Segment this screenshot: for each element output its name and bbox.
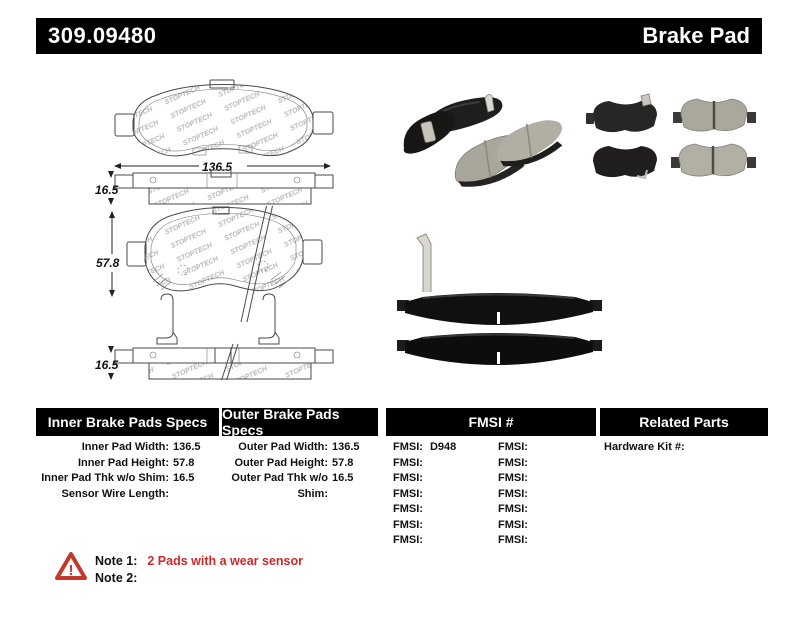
photo2-dark-pad-top xyxy=(586,94,657,132)
fmsi-label: FMSI: xyxy=(498,487,528,500)
pad-thickness-top-value: 16.5 xyxy=(95,183,119,197)
height-dimension xyxy=(96,212,120,296)
photo2-light-pad-bottom xyxy=(671,144,756,176)
related-parts-column xyxy=(600,440,768,456)
note-1-line xyxy=(95,554,303,568)
product-photo-pad-grid xyxy=(585,88,790,193)
photo2-dark-pad-bottom xyxy=(593,146,657,178)
fmsi-label: FMSI: xyxy=(498,472,528,484)
fmsi-value xyxy=(535,471,571,487)
inner-specs-header xyxy=(36,408,219,436)
pad-drawing-front-height xyxy=(95,206,350,380)
fmsi-value xyxy=(430,487,466,503)
fmsi-value xyxy=(535,456,571,472)
inner-pad-width-row xyxy=(36,440,219,456)
hardware-kit-row xyxy=(600,440,768,456)
pad-top-view xyxy=(115,344,333,380)
photo3-wear-sensor xyxy=(417,234,431,292)
warning-triangle-icon xyxy=(54,551,88,582)
fmsi-label: FMSI: xyxy=(393,441,423,453)
outer-pad-thk-value: 16.5 xyxy=(332,472,354,484)
fmsi-value xyxy=(535,440,571,456)
inner-specs-column xyxy=(36,440,219,502)
related-parts-header xyxy=(600,408,768,436)
sensor-wire-length-value xyxy=(169,487,219,503)
outer-pad-height-row xyxy=(222,456,378,472)
fmsi-value xyxy=(535,487,571,503)
pad-drawing-front-width xyxy=(95,76,350,206)
fmsi-column xyxy=(386,440,596,549)
fmsi-value xyxy=(535,533,571,549)
outer-pad-height-label: Outer Pad Height: xyxy=(234,456,328,469)
note-1-label: Note 1: xyxy=(95,554,138,568)
photo1-light-pad-right xyxy=(492,116,569,170)
title-bar xyxy=(36,18,762,54)
fmsi-label: FMSI: xyxy=(498,456,528,469)
fmsi-label: FMSI: xyxy=(393,534,423,546)
fmsi-value xyxy=(430,456,466,472)
photo2-light-pad-top xyxy=(673,99,756,131)
note-2-line xyxy=(95,571,147,585)
inner-pad-width-label: Inner Pad Width: xyxy=(81,441,169,453)
fmsi-label: FMSI: xyxy=(393,456,423,469)
outer-pad-height-value: 57.8 xyxy=(332,456,354,469)
pad-height-value: 57.8 xyxy=(96,256,120,270)
inner-pad-height-value: 57.8 xyxy=(173,456,195,469)
pad-front-view-outline-2 xyxy=(127,206,322,322)
fmsi-label: FMSI: xyxy=(393,518,423,531)
inner-pad-thk-value: 16.5 xyxy=(173,472,195,484)
inner-pad-height-row xyxy=(36,456,219,472)
fmsi-row xyxy=(386,456,596,472)
fmsi-label: FMSI: xyxy=(498,441,528,453)
sensor-wire-length-row xyxy=(36,487,219,503)
fmsi-row xyxy=(386,518,596,534)
fmsi-row xyxy=(386,471,596,487)
product-photo-pad-edges xyxy=(393,228,608,376)
fmsi-label: FMSI: xyxy=(393,472,423,484)
fmsi-row xyxy=(386,533,596,549)
inner-specs-header-label: Inner Brake Pads Specs xyxy=(47,414,208,430)
sensor-wire-length-label: Sensor Wire Length: xyxy=(61,487,169,500)
pad-thickness-bottom-value: 16.5 xyxy=(95,358,119,372)
inner-pad-height-label: Inner Pad Height: xyxy=(77,456,169,469)
fmsi-header-label: FMSI # xyxy=(468,414,514,430)
pad-width-value: 136.5 xyxy=(202,160,233,174)
inner-pad-thk-row xyxy=(36,471,219,487)
part-number: 309.09480 xyxy=(48,23,157,48)
fmsi-value xyxy=(430,533,466,549)
photo3-pad-edge-top xyxy=(397,293,602,325)
fmsi-label: FMSI: xyxy=(393,487,423,500)
inner-pad-width-value: 136.5 xyxy=(173,441,201,453)
fmsi-label: FMSI: xyxy=(498,534,528,546)
fmsi-value xyxy=(430,471,466,487)
fmsi-label: FMSI: xyxy=(498,518,528,531)
width-dimension xyxy=(115,160,330,174)
pad-front-view-outline xyxy=(115,80,333,156)
pad-edge-view xyxy=(115,170,333,204)
guide-clips xyxy=(157,294,279,344)
warning-exclamation-glyph: ! xyxy=(68,562,74,579)
photo3-pad-edge-bottom xyxy=(397,333,602,365)
fmsi-header xyxy=(386,408,596,436)
note-1-text: 2 Pads with a wear sensor xyxy=(147,554,303,568)
product-type-label: Brake Pad xyxy=(642,23,750,48)
fmsi-row xyxy=(386,440,596,456)
product-photo-pad-set-angled xyxy=(393,88,588,196)
outer-pad-thk-label: Outer Pad Thk w/o Shim: xyxy=(231,472,328,500)
outer-pad-width-row xyxy=(222,440,378,456)
outer-specs-header-label: Outer Brake Pads Specs xyxy=(222,406,340,438)
fmsi-value: D948 xyxy=(429,441,457,453)
inner-pad-thk-label: Inner Pad Thk w/o Shim: xyxy=(41,472,169,484)
fmsi-row xyxy=(386,487,596,503)
fmsi-value xyxy=(430,502,466,518)
outer-specs-header xyxy=(222,408,378,436)
outer-pad-width-value: 136.5 xyxy=(332,441,360,453)
outer-pad-width-label: Outer Pad Width: xyxy=(238,441,328,453)
photo1-dark-pad-left xyxy=(397,108,461,155)
related-parts-header-label: Related Parts xyxy=(639,414,729,430)
fmsi-label: FMSI: xyxy=(498,503,528,515)
note-2-label: Note 2: xyxy=(95,571,138,585)
fmsi-label: FMSI: xyxy=(393,503,423,515)
outer-specs-column xyxy=(222,440,378,500)
fmsi-value xyxy=(430,518,466,534)
hardware-kit-label: Hardware Kit #: xyxy=(604,441,685,453)
outer-pad-thk-row xyxy=(222,471,378,500)
fmsi-value xyxy=(535,502,571,518)
fmsi-row xyxy=(386,502,596,518)
fmsi-value xyxy=(535,518,571,534)
